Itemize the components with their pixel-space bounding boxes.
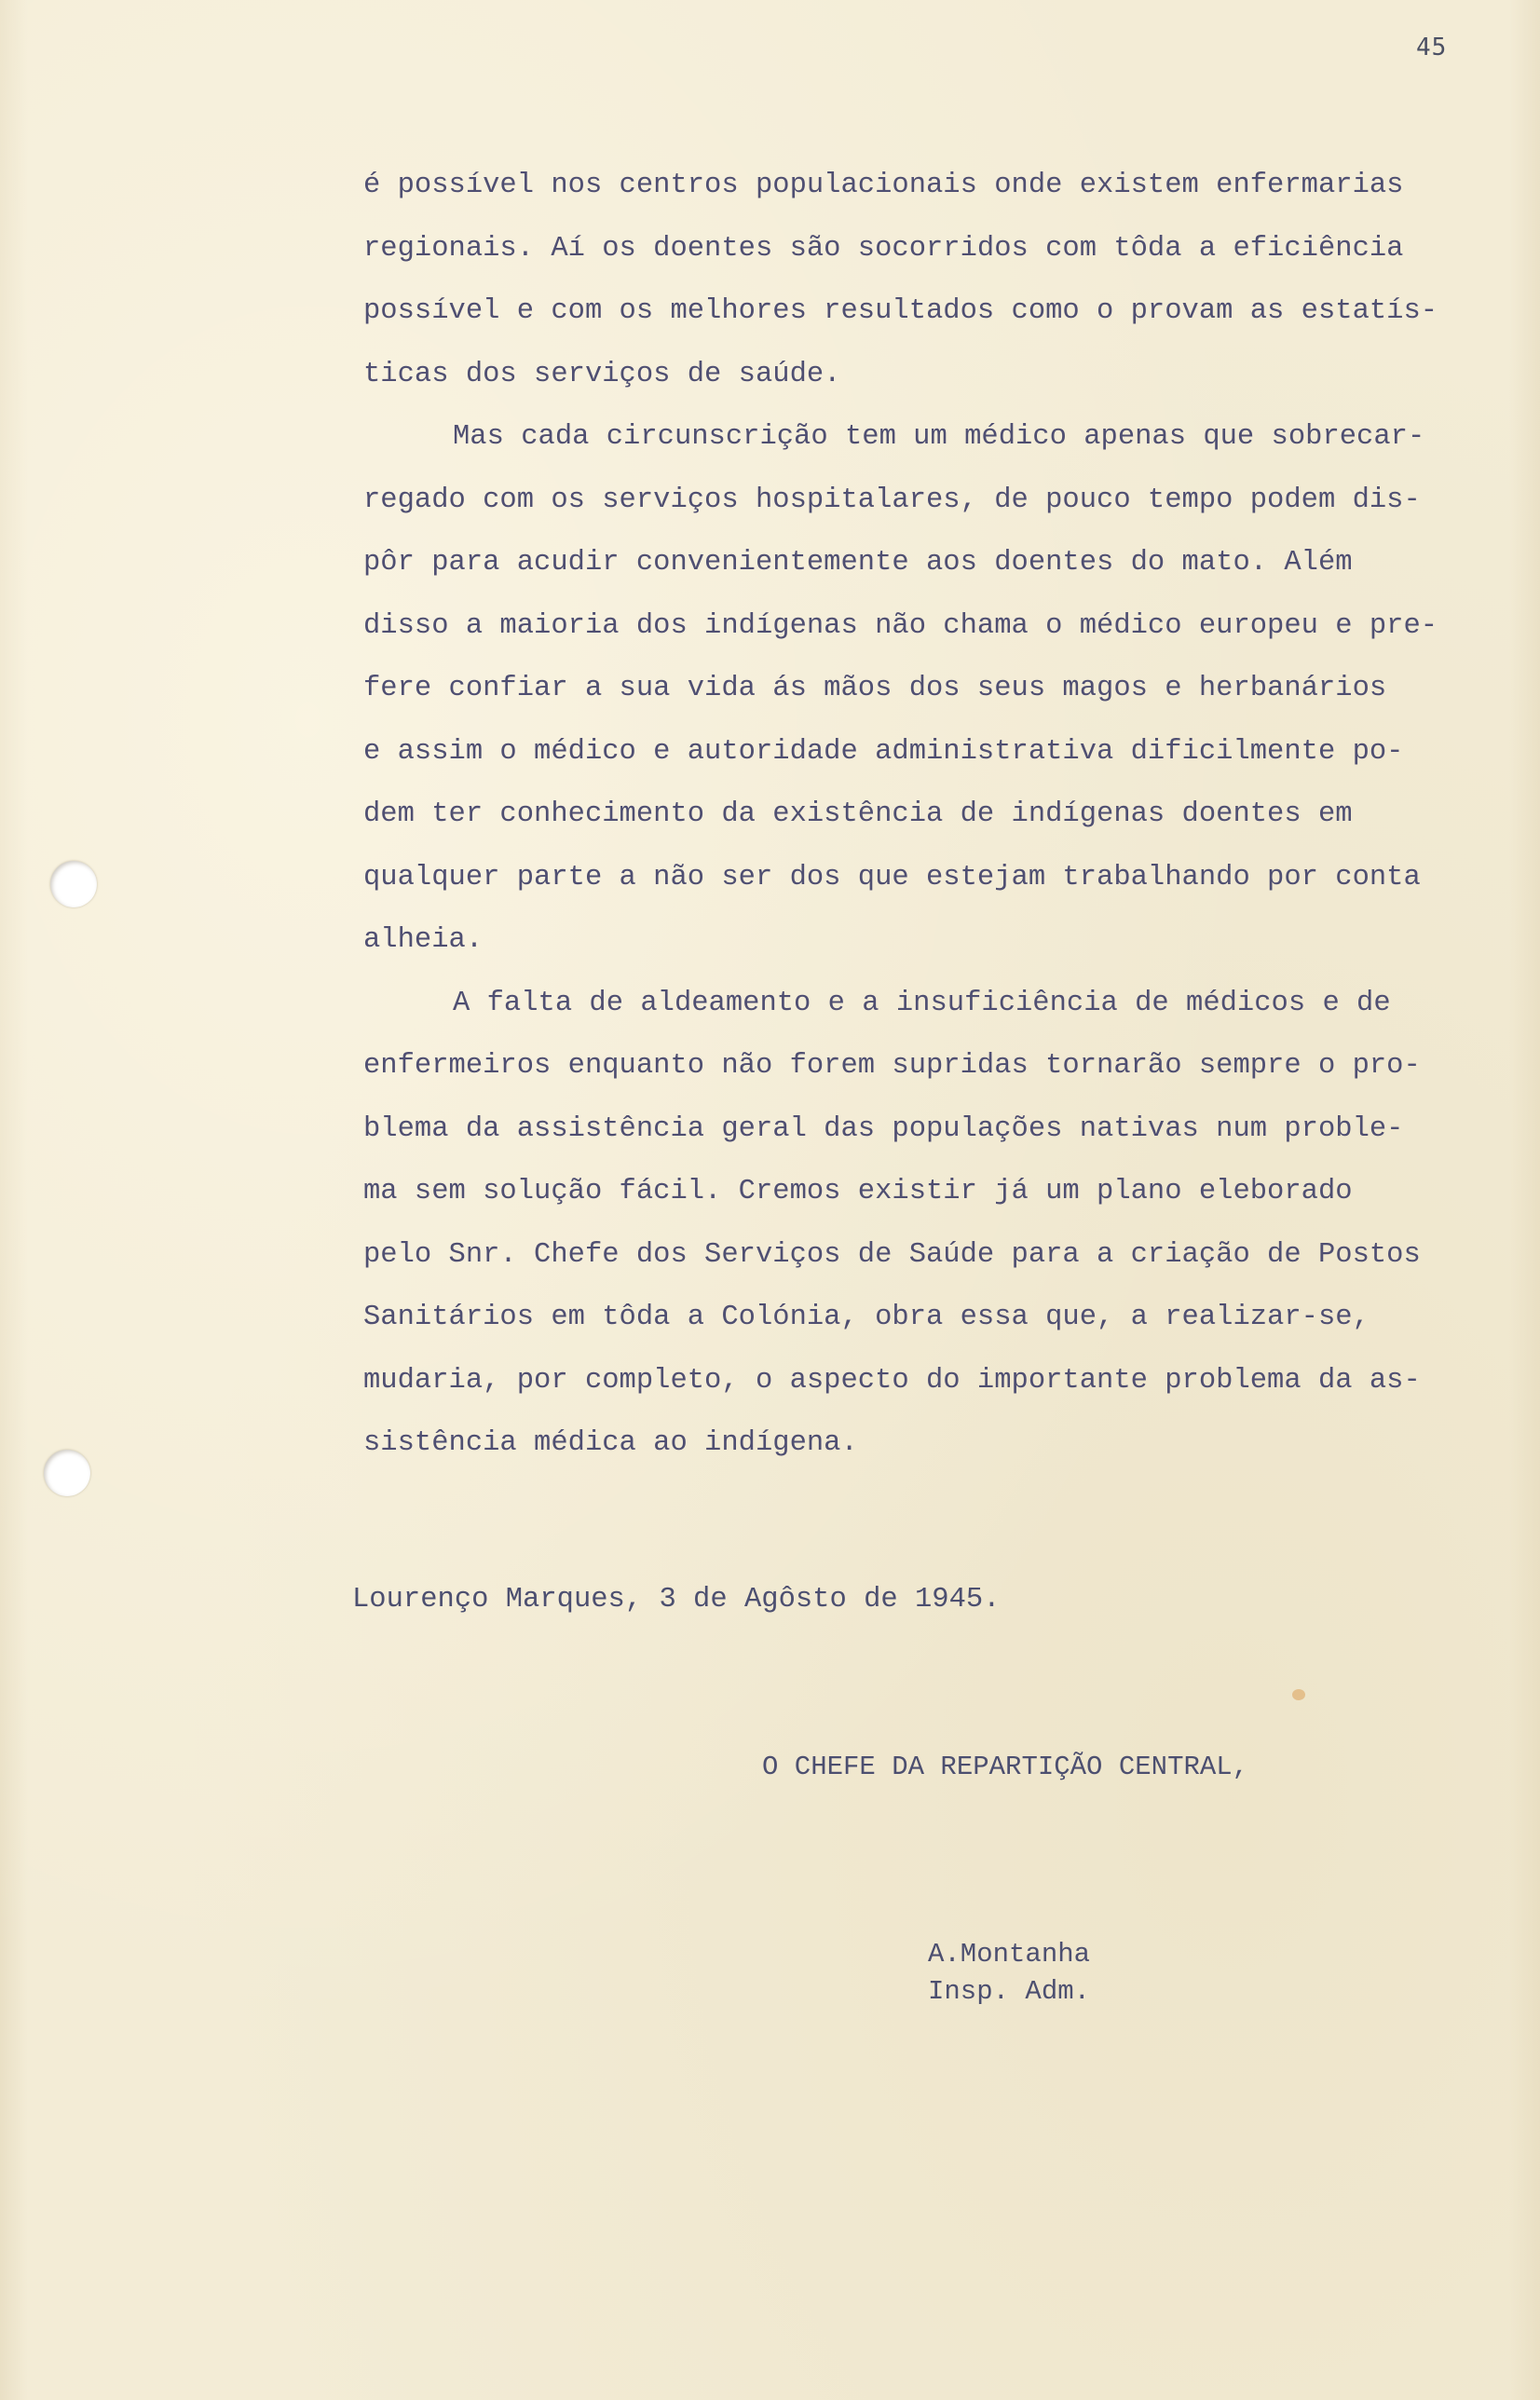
body-line: ticas dos serviços de saúde. — [363, 358, 841, 390]
page-number: 45 — [1416, 34, 1448, 61]
body-line: ma sem solução fácil. Cremos existir já um plano eleborado — [363, 1176, 1353, 1207]
punch-hole — [44, 1450, 90, 1496]
body-line: é possível nos centros populacionais onde existem enfermarias — [363, 170, 1404, 201]
body-line: e assim o médico e autoridade administrativa dificilmente po- — [363, 735, 1404, 768]
paper-stain — [1292, 1689, 1305, 1700]
body-line: mudaria, por completo, o aspecto do importante problema da as- — [363, 1364, 1421, 1397]
body-line: enfermeiros enquanto não forem supridas tornarão sempre o pro- — [363, 1050, 1421, 1082]
body-line: regado com os serviços hospitalares, de pouco tempo podem dis- — [363, 484, 1421, 516]
paragraph-start-line: A falta de aldeamento e a insuficiência de médicos e de — [453, 987, 1391, 1019]
body-line: blema da assistência geral das populações nativas num proble- — [363, 1112, 1404, 1145]
body-line: pelo Snr. Chefe dos Serviços de Saúde para a criação de Postos — [363, 1238, 1421, 1271]
body-line: regionais. Aí os doentes são socorridos com tôda a eficiência — [363, 232, 1404, 265]
body-line: Sanitários em tôda a Colónia, obra essa que, a realizar-se, — [363, 1302, 1370, 1333]
body-line: sistência médica ao indígena. — [363, 1427, 858, 1459]
signatory-title: O CHEFE DA REPARTIÇÃO CENTRAL, — [762, 1752, 1249, 1782]
body-line: dem ter conhecimento da existência de indígenas doentes em — [363, 798, 1353, 830]
body-line: fere confiar a sua vida ás mãos dos seus magos e herbanários — [363, 673, 1387, 704]
body-line: disso a maioria dos indígenas não chama o médico europeu e pre- — [363, 609, 1438, 642]
signatory-name: A.Montanha — [928, 1939, 1091, 1970]
signature-block — [928, 1936, 1090, 2011]
body-line: qualquer parte a não ser dos que estejam trabalhando por conta — [363, 861, 1421, 893]
body-line: pôr para acudir convenientemente aos doentes do mato. Além — [363, 547, 1353, 579]
signatory-role: Insp. Adm. — [928, 1976, 1091, 2007]
body-line: possível e com os melhores resultados como o provam as estatís- — [363, 295, 1438, 327]
place-date-line: Lourenço Marques, 3 de Agôsto de 1945. — [352, 1584, 1001, 1616]
letter-body — [363, 155, 1519, 1476]
body-line: alheia. — [363, 924, 484, 956]
punch-hole — [50, 861, 97, 907]
paragraph-start-line: Mas cada circunscrição tem um médico apenas que sobrecar- — [453, 421, 1425, 453]
